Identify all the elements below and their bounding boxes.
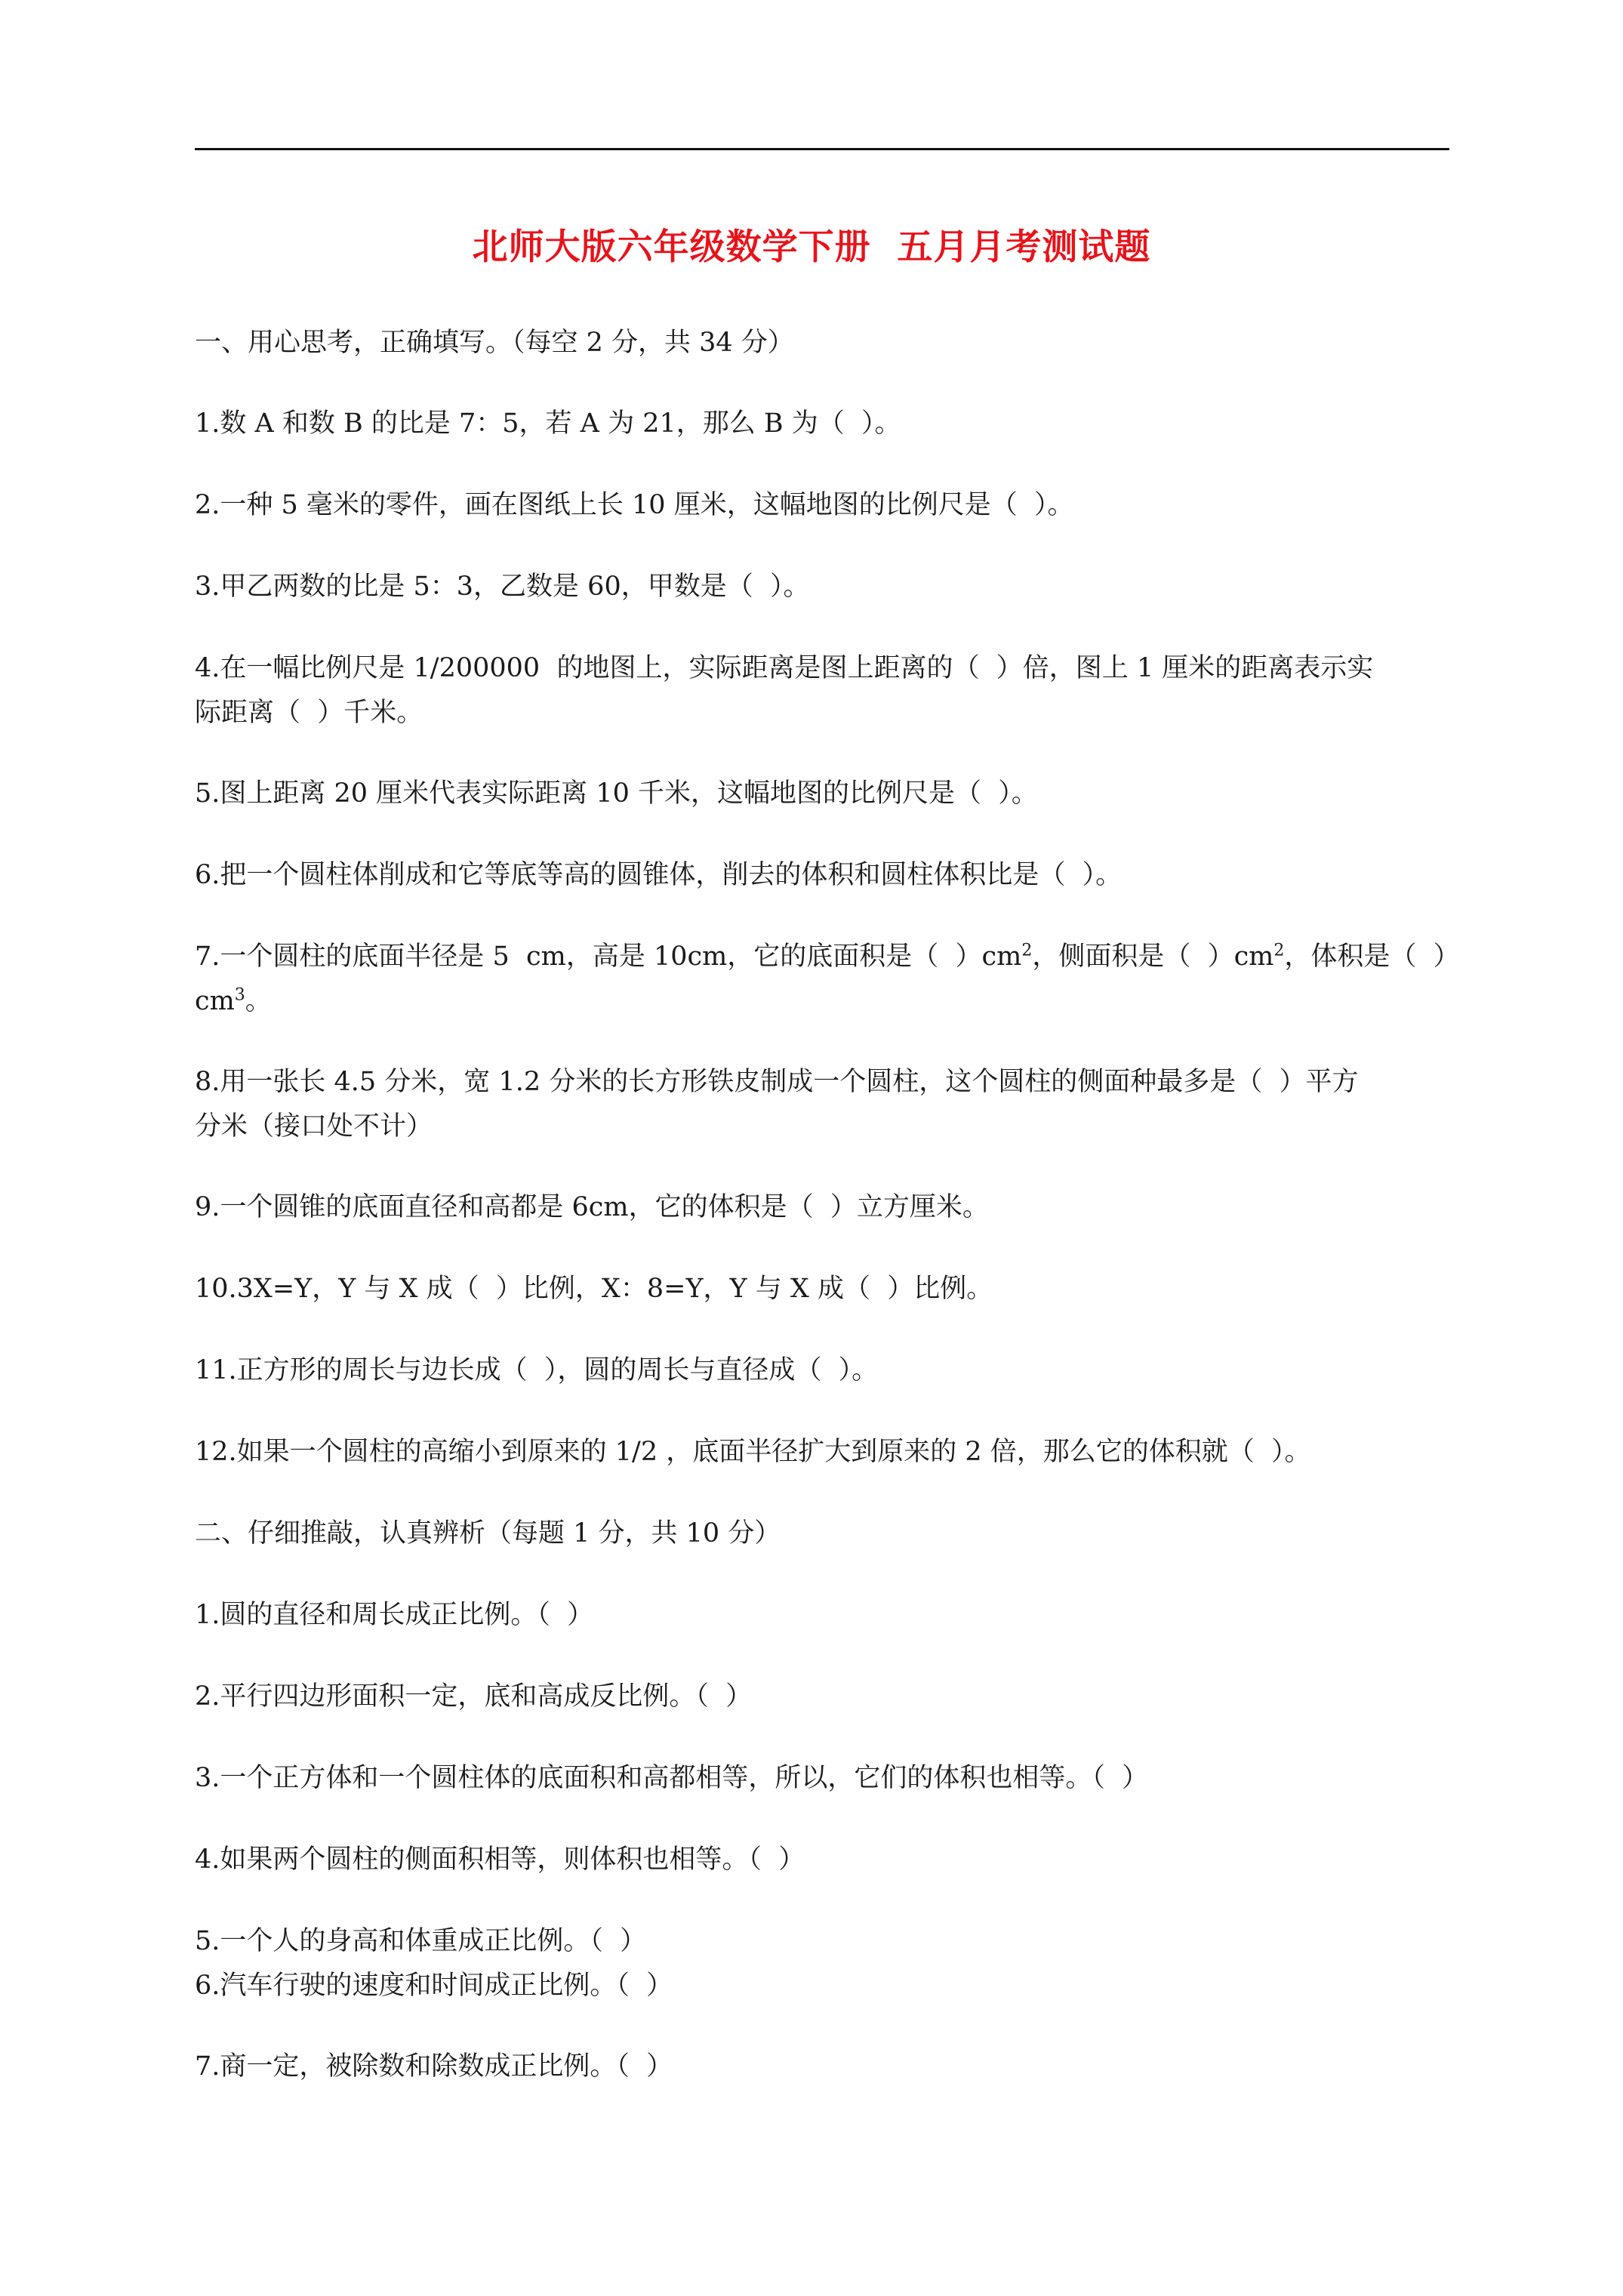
s1-question-4-line-2: 际距离（ ）千米。: [195, 698, 423, 728]
s1-question-7-line-1: [195, 935, 1460, 978]
q7-superscript-1: 2: [1021, 941, 1033, 960]
s1-question-3: 3.甲乙两数的比是 5：3，乙数是 60，甲数是（ ）。: [195, 572, 810, 602]
q7-end: 。: [245, 986, 272, 1016]
s2-question-3: 3.一个正方体和一个圆柱体的底面积和高都相等，所以，它们的体积也相等。（ ）: [195, 1763, 1149, 1793]
s1-question-7-line-2: [195, 979, 272, 1023]
s1-question-9: 9.一个圆锥的底面直径和高都是 6cm，它的体积是（ ）立方厘米。: [195, 1192, 989, 1222]
s1-question-4-line-1: 4.在一幅比例尺是 1/200000 的地图上，实际距离是图上距离的（ ）倍，图上 1 厘米的距离表示实: [195, 653, 1374, 683]
s2-question-1: 1.圆的直径和周长成正比例。（ ）: [195, 1600, 594, 1630]
s1-question-5: 5.图上距离 20 厘米代表实际距离 10 千米，这幅地图的比例尺是（ ）。: [195, 778, 1038, 809]
page-title: 北师大版六年级数学下册 五月月考测试题: [472, 227, 1151, 268]
q7-superscript-2: 2: [1273, 941, 1285, 960]
s2-question-5: 5.一个人的身高和体重成正比例。（ ）: [195, 1926, 647, 1956]
s1-question-10: 10.3X=Y，Y 与 X 成（ ）比例，X：8=Y，Y 与 X 成（ ）比例。: [195, 1274, 993, 1304]
s2-question-4: 4.如果两个圆柱的侧面积相等，则体积也相等。（ ）: [195, 1845, 805, 1875]
s2-question-2: 2.平行四边形面积一定，底和高成反比例。（ ）: [195, 1681, 753, 1712]
section-1-heading: 一、用心思考，正确填写。（每空 2 分，共 34 分）: [195, 328, 794, 358]
q7-text-part-1: 7.一个圆柱的底面半径是 5 cm，高是 10cm，它的底面积是（ ）cm: [195, 942, 1022, 972]
s1-question-8-line-1: 8.用一张长 4.5 分米，宽 1.2 分米的长方形铁皮制成一个圆柱，这个圆柱的侧面种最多是（ ）平方: [195, 1067, 1359, 1097]
s1-question-1: 1.数 A 和数 B 的比是 7：5，若 A 为 21，那么 B 为（ ）。: [195, 408, 901, 439]
header-rule: [195, 148, 1449, 150]
q7-unit: cm: [195, 986, 235, 1016]
q7-superscript-3: 3: [234, 985, 245, 1005]
s2-question-7: 7.商一定，被除数和除数成正比例。（ ）: [195, 2051, 673, 2082]
s1-question-12: 12.如果一个圆柱的高缩小到原来的 1/2 ，底面半径扩大到原来的 2 倍，那么它的体积就（ ）。: [195, 1437, 1311, 1467]
s1-question-11: 11.正方形的周长与边长成（ ），圆的周长与直径成（ ）。: [195, 1355, 879, 1385]
s1-question-8-line-2: 分米（接口处不计）: [195, 1111, 433, 1142]
s2-question-6: 6.汽车行驶的速度和时间成正比例。（ ）: [195, 1971, 673, 2001]
section-2-heading: 二、仔细推敲，认真辨析（每题 1 分，共 10 分）: [195, 1518, 781, 1549]
q7-text-part-2: ，侧面积是（ ）cm: [1032, 942, 1274, 972]
q7-text-part-3: ，体积是（ ）: [1284, 942, 1460, 972]
s1-question-6: 6.把一个圆柱体削成和它等底等高的圆锥体，削去的体积和圆柱体积比是（ ）。: [195, 860, 1123, 890]
s1-question-2: 2.一种 5 毫米的零件，画在图纸上长 10 厘米，这幅地图的比例尺是（ ）。: [195, 490, 1074, 520]
